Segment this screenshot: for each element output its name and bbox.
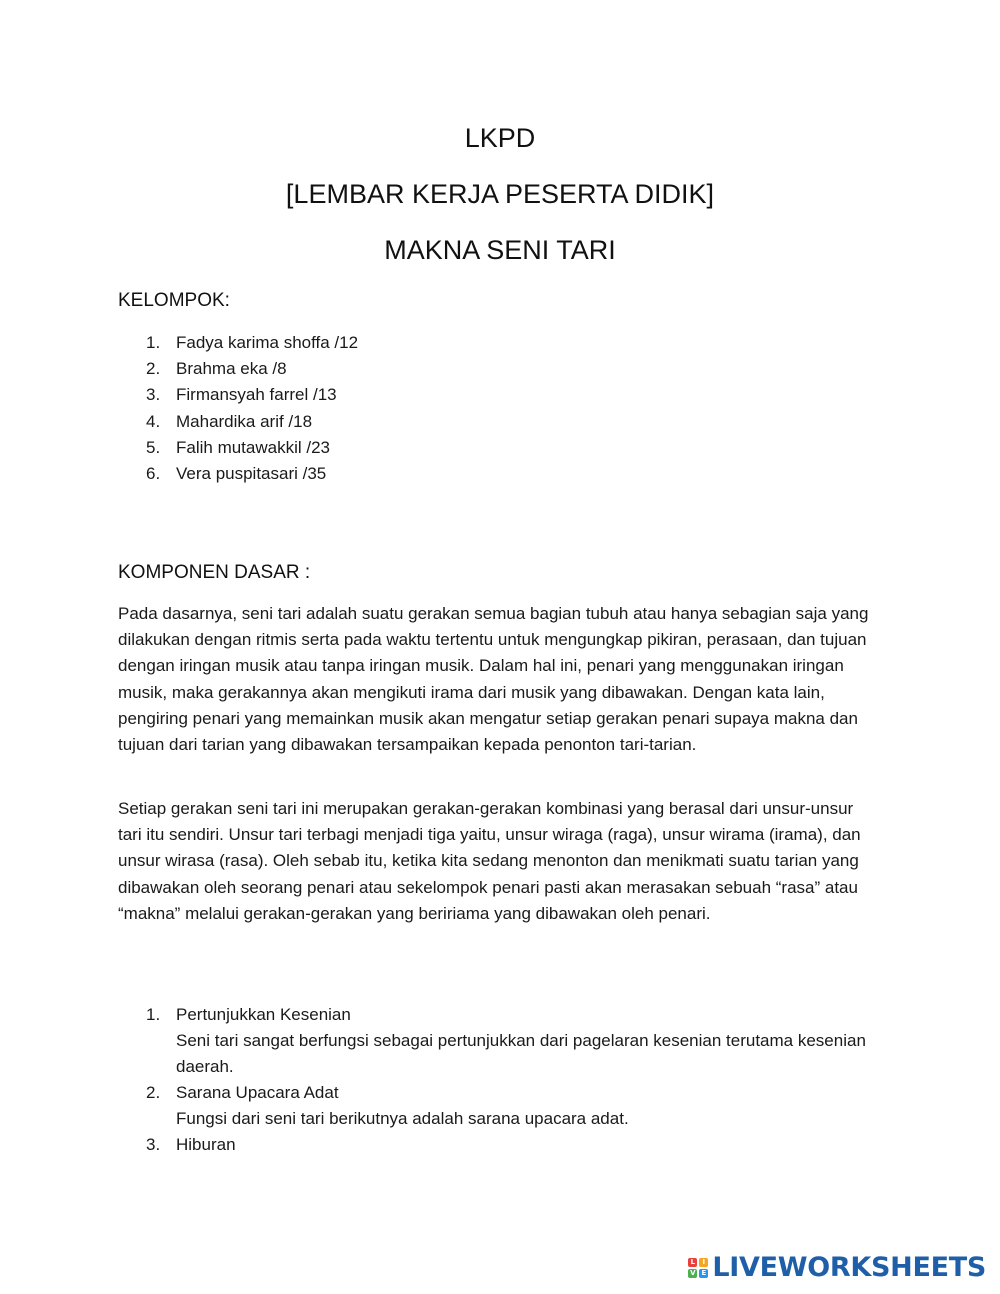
function-title: Pertunjukkan Kesenian <box>176 1005 351 1024</box>
list-item <box>118 1080 878 1132</box>
list-item <box>118 1132 878 1158</box>
list-number: 1. <box>146 333 161 352</box>
kelompok-heading: KELOMPOK: <box>118 290 230 311</box>
function-desc: Seni tari sangat berfungsi sebagai pertunjukkan dari pagelaran kesenian terutama kesenian daerah. <box>176 1031 866 1076</box>
member-name: Falih mutawakkil /23 <box>176 437 331 457</box>
logo-cell: E <box>699 1269 708 1278</box>
list-item <box>118 382 358 408</box>
doc-topic: MAKNA SENI TARI <box>384 235 616 265</box>
member-name: Firmansyah farrel /13 <box>176 385 337 405</box>
list-number: 5. <box>146 437 161 457</box>
doc-title: LKPD <box>464 123 536 153</box>
liveworksheets-brand[interactable] <box>688 1252 986 1284</box>
list-number: 1. <box>146 1005 161 1024</box>
member-name: Brahma eka /8 <box>176 359 287 379</box>
list-item <box>118 461 358 487</box>
brand-name: LIVEWORKSHEETS <box>712 1252 986 1283</box>
member-name: Mahardika arif /18 <box>176 411 313 431</box>
function-title: Sarana Upacara Adat <box>176 1083 339 1102</box>
function-list <box>118 1002 878 1158</box>
function-title: Hiburan <box>176 1135 236 1154</box>
logo-cell: L <box>688 1258 697 1267</box>
list-item <box>118 435 358 461</box>
list-number: 6. <box>146 464 161 484</box>
doc-subtitle: [LEMBAR KERJA PESERTA DIDIK] <box>285 179 715 209</box>
logo-cell: I <box>699 1258 708 1267</box>
logo-cell: V <box>690 1269 696 1277</box>
paragraph-elements: Setiap gerakan seni tari ini merupakan gerakan-gerakan kombinasi yang berasal dari unsur-unsur tari itu sendiri. Unsur tari terbagi menjadi tiga yaitu, unsur wiraga (raga), unsur wirama (irama), dan unsur wirasa (rasa). Oleh sebab itu, ketika kita sedang menonton dan menikmati suatu tarian yang dibawakan oleh seorang penari atau sekelompok penari pasti akan merasakan sebuah “rasa” atau “makna” melalui gerakan-gerakan yang beririama yang dibawakan oleh penari. <box>118 799 861 923</box>
list-number: 2. <box>146 1083 161 1102</box>
list-number: 3. <box>146 1135 161 1154</box>
list-number: 4. <box>146 411 161 431</box>
list-item <box>118 330 358 356</box>
komponen-heading: KOMPONEN DASAR : <box>118 562 311 583</box>
list-item <box>118 409 358 435</box>
member-name: Fadya karima shoffa /12 <box>176 333 359 352</box>
member-list <box>118 330 358 487</box>
list-item <box>118 356 358 382</box>
list-item <box>118 1002 878 1080</box>
member-name: Vera puspitasari /35 <box>176 464 327 484</box>
liveworksheets-logo-icon <box>688 1258 708 1278</box>
function-desc: Fungsi dari seni tari berikutnya adalah sarana upacara adat. <box>176 1109 629 1128</box>
list-number: 3. <box>146 385 161 405</box>
list-number: 2. <box>146 359 161 379</box>
paragraph-definition: Pada dasarnya, seni tari adalah suatu gerakan semua bagian tubuh atau hanya sebagian saja yang dilakukan dengan ritmis serta pada waktu tertentu untuk mengungkap pikiran, perasaan, dan tujuan dengan iringan musik atau tanpa iringan musik. Dalam hal ini, penari yang menggunakan iringan musik, maka gerakannya akan mengikuti irama dari musik yang dibawakan. Dengan kata lain, pengiring penari yang memainkan musik akan mengatur setiap gerakan penari supaya makna dan tujuan dari tarian yang dibawakan tersampaikan kepada penonton tari-tarian. <box>118 604 869 755</box>
